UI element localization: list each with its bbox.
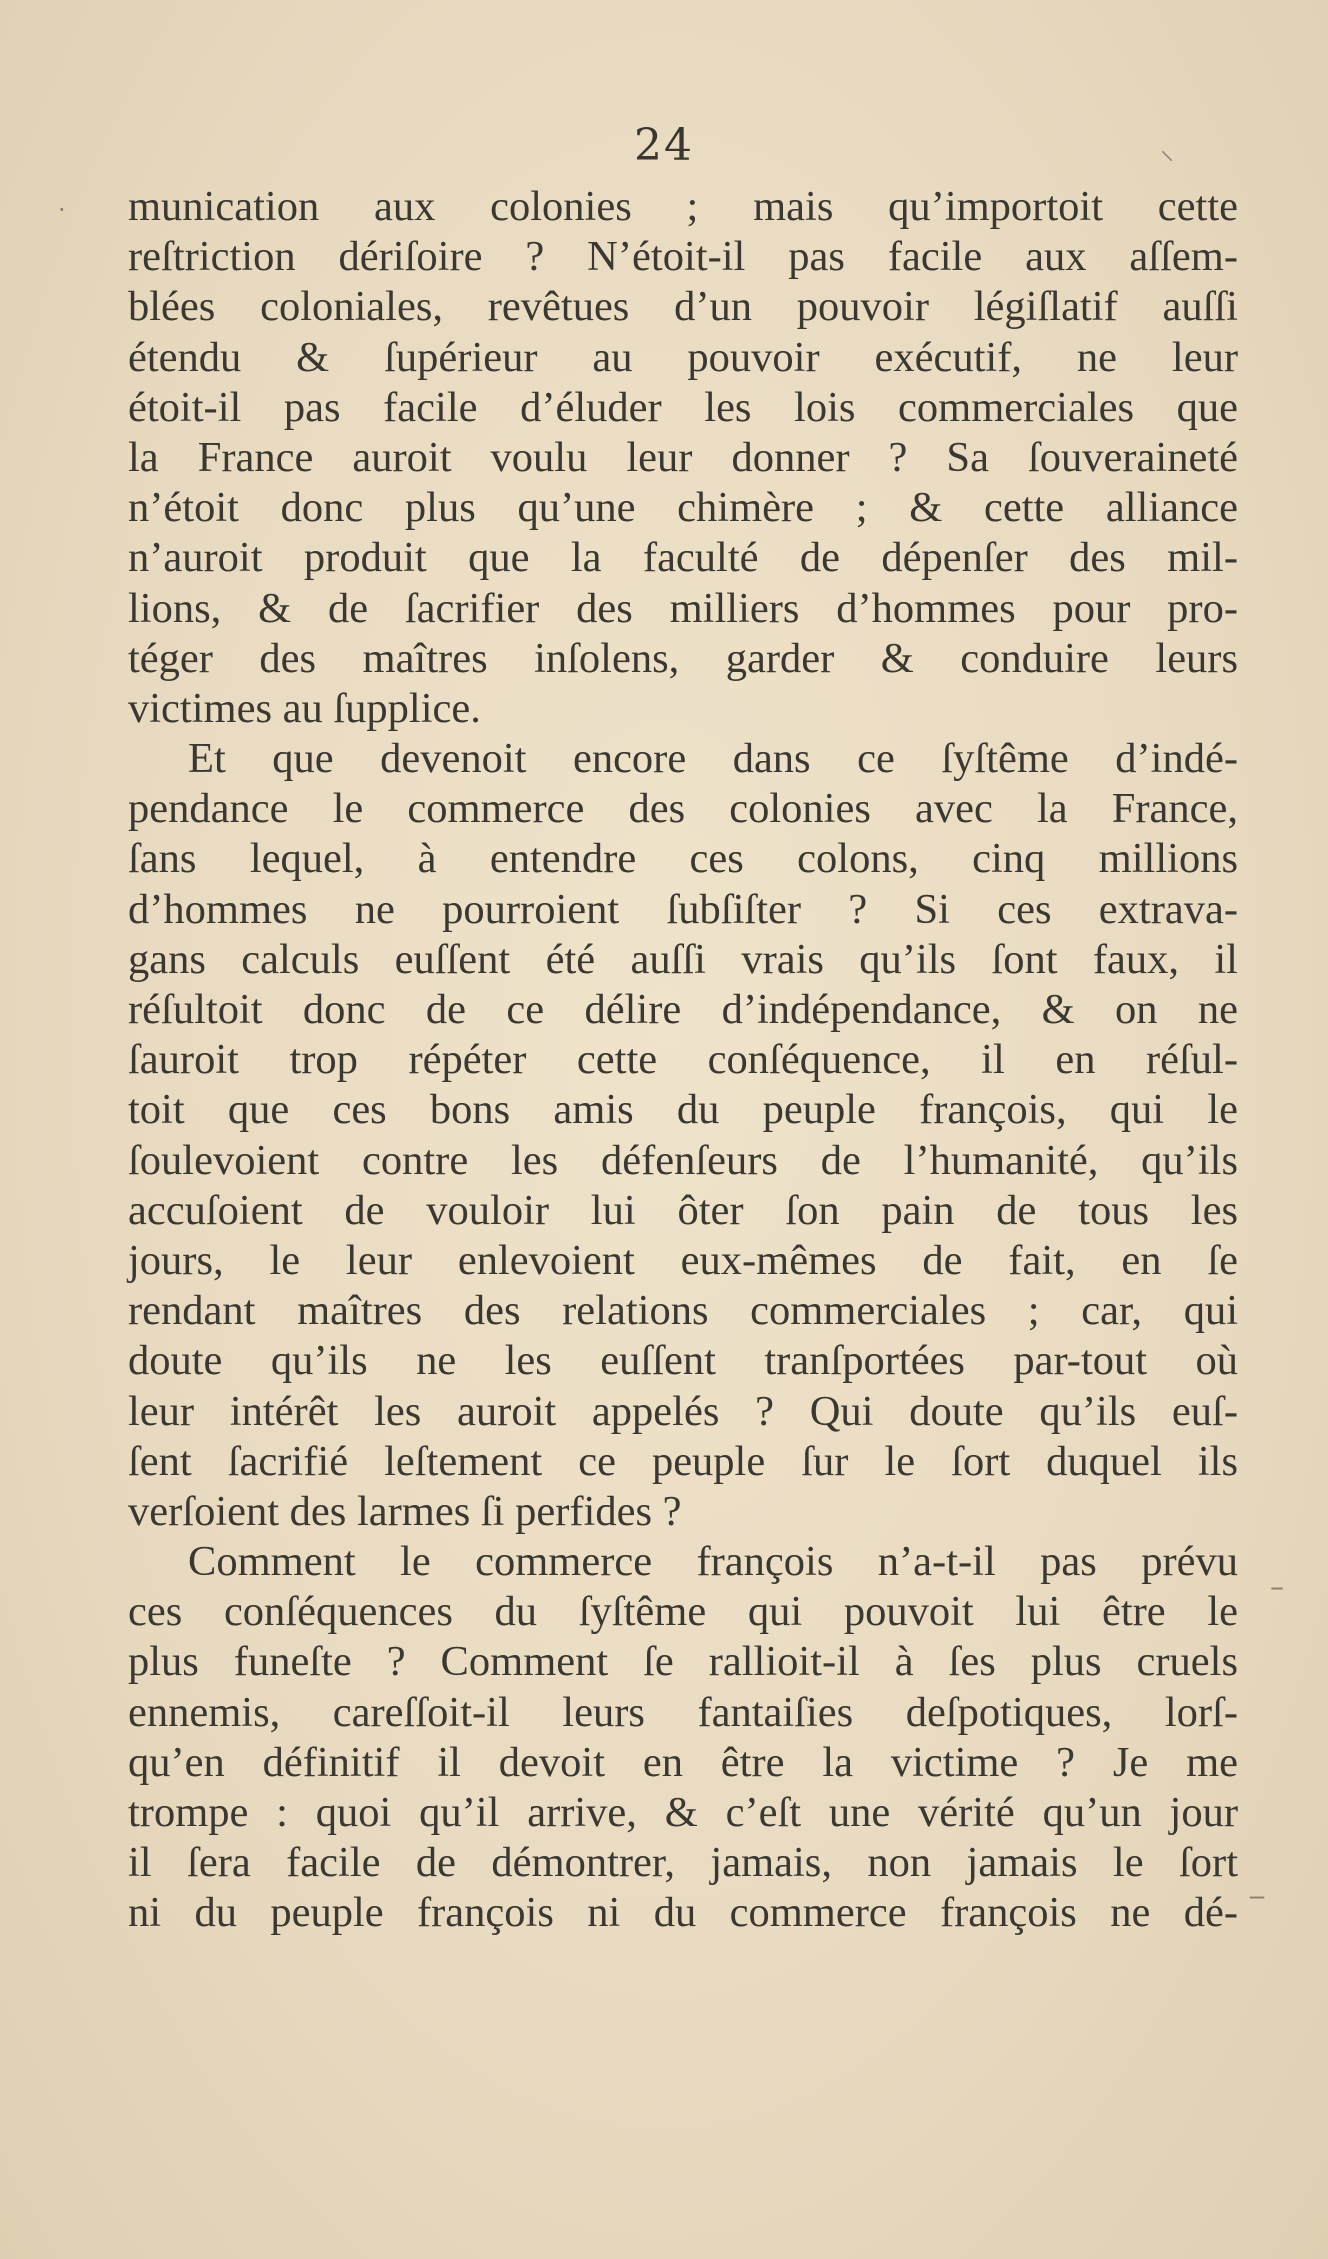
text-line: doute qu’ils ne les euſſent tranſportées par-tout où [128,1337,1238,1385]
ink-speck: · [58,196,66,224]
text-line: blées coloniales, revêtues d’un pouvoir légiſlatif auſſi [128,283,1238,331]
ink-speck: _ [1250,1866,1264,1899]
text-line: téger des maîtres inſolens, garder & conduire leurs [128,634,1238,682]
ink-speck: ⸜ [1160,133,1175,166]
ink-speck: – [1270,1570,1284,1603]
text-line: lions, & de ſacrifier des milliers d’hommes pour pro- [128,584,1238,632]
text-line: ſoulevoient contre les défenſeurs de l’humanité, qu’ils [128,1136,1238,1184]
text-line: Et que devenoit encore dans ce ſyſtême d’indé- [188,735,1238,783]
text-line: victimes au ſupplice. [128,684,481,732]
text-line: verſoient des larmes ſi perfides ? [128,1487,682,1535]
text-line: Comment le commerce françois n’a-t-il pas prévu [188,1538,1238,1586]
text-line: d’hommes ne pourroient ſubſiſter ? Si ces extrava- [128,885,1238,933]
text-line: jours, le leur enlevoient eux-mêmes de fait, en ſe [128,1236,1238,1284]
text-line: gans calculs euſſent été auſſi vrais qu’ils ſont faux, il [128,935,1238,983]
text-line: n’étoit donc plus qu’une chimère ; & cette alliance [128,484,1238,532]
text-line: munication aux colonies ; mais qu’importoit cette [128,183,1238,230]
text-line: rendant maîtres des relations commerciales ; car, qui [128,1287,1238,1335]
page-number: 24 [634,120,694,171]
text-line: ſans lequel, à entendre ces colons, cinq millions [128,835,1238,883]
text-line: qu’en définitif il devoit en être la victime ? Je me [128,1738,1238,1786]
text-line: accuſoient de vouloir lui ôter ſon pain de tous les [128,1186,1238,1234]
text-line: ſent ſacrifié leſtement ce peuple ſur le ſort duquel ils [128,1437,1238,1485]
text-line: toit que ces bons amis du peuple françois, qui le [128,1086,1238,1134]
text-line: reſtriction dériſoire ? N’étoit-il pas facile aux aſſem- [128,233,1238,281]
text-line: étoit-il pas facile d’éluder les lois commerciales que [128,383,1238,431]
text-line: pendance le commerce des colonies avec la France, [128,785,1238,833]
text-line: plus funeſte ? Comment ſe rallioit-il à ſes plus cruels [128,1638,1238,1686]
text-line: n’auroit produit que la faculté de dépenſer des mil- [128,534,1238,582]
text-line: trompe : quoi qu’il arrive, & c’eſt une vérité qu’un jour [128,1789,1238,1836]
text-line: leur intérêt les auroit appelés ? Qui doute qu’ils euſ- [128,1387,1238,1435]
text-line: ni du peuple françois ni du commerce françois ne dé- [128,1889,1238,1937]
text-line: ces conſéquences du ſyſtême qui pouvoit lui être le [128,1588,1238,1636]
body-text [128,182,1238,1939]
text-line: étendu & ſupérieur au pouvoir exécutif, ne leur [128,333,1238,381]
text-line: réſultoit donc de ce délire d’indépendance, & on ne [128,986,1238,1033]
text-line: la France auroit voulu leur donner ? Sa ſouveraineté [128,433,1238,481]
text-line: ennemis, careſſoit-il leurs fantaiſies deſpotiques, lorſ- [128,1688,1238,1736]
text-line: il ſera facile de démontrer, jamais, non jamais le ſort [128,1839,1238,1887]
text-line: ſauroit trop répéter cette conſéquence, il en réſul- [128,1036,1238,1084]
